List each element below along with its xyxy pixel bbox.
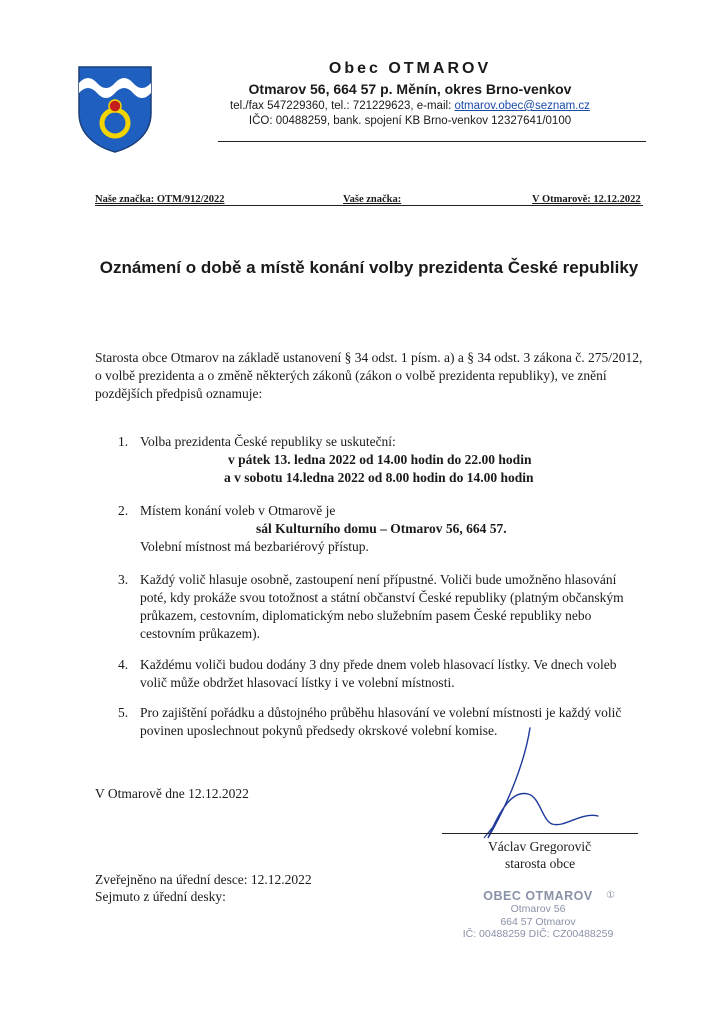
municipal-crest [77, 65, 153, 153]
item-5-number: 5. [118, 705, 129, 720]
item-1-text: Volba prezidenta České republiky se uskuteční: [140, 434, 396, 449]
signing-place-date: V Otmarově dne 12.12.2022 [95, 786, 249, 801]
organization-name: Obec OTMAROV [328, 60, 492, 77]
stamp-address: Otmarov 56 [510, 903, 566, 915]
item-2-text: Místem konání voleb v Otmarově je [140, 503, 336, 518]
your-reference: Vaše značka: [343, 194, 402, 205]
item-1-number: 1. [118, 434, 129, 449]
item-3-number: 3. [118, 572, 129, 587]
item-5-text: Pro zajištění pořádku a důstojného průběhu hlasování ve volební místnosti je každý volič povinen uposlechnout pokynů předsedy okrskové volební komise. [140, 705, 622, 738]
contact-line [220, 100, 600, 112]
stamp-city: 664 57 Otmarov [500, 915, 576, 928]
item-2-number: 2. [118, 503, 129, 518]
header-divider [218, 141, 646, 142]
stamp-ids: IČ: 00488259 DIČ: CZ00488259 [462, 928, 614, 940]
email-link[interactable]: otmarov.obec@seznam.cz [454, 100, 590, 112]
item-3-text: Každý volič hlasuje osobně, zastoupení není přípustné. Voliči bude umožněno hlasování poté, kdy prokáže svou totožnost a státní občanství České republiky (platným občanským průkazem, cestovním, diplomatickým nebo služebním pasem České republiky nebo cestovním průkazem). [140, 572, 624, 641]
document-title: Oznámení o době a místě konání volby prezidenta České republiky [99, 258, 639, 277]
stamp-number-mark: ① [606, 890, 615, 901]
ico-bank-line: IČO: 00488259, bank. spojení KB Brno-venkov 12327641/0100 [248, 115, 572, 127]
reference-underline [95, 205, 643, 206]
signer-role: starosta obce [505, 856, 576, 871]
intro-paragraph: Starosta obce Otmarov na základě ustanovení § 34 odst. 1 písm. a) a § 34 odst. 3 zákona č. 275/2012, o volbě prezidenta a o změně některých zákonů (zákon o volbě prezidenta republiky), ve znění pozdějších předpisů oznamuje: [95, 350, 643, 401]
official-stamp [448, 889, 628, 941]
our-reference: Naše značka: OTM/912/2022 [95, 194, 225, 205]
item-1-date-1: v pátek 13. ledna 2022 od 14.00 hodin do 22.00 hodin [228, 452, 532, 467]
handwritten-signature [470, 720, 620, 850]
item-4-text: Každému voliči budou dodány 3 dny přede dnem voleb hlasovací lístky. Ve dnech voleb volič může obdržet hlasovací lístky i ve volební místnosti. [140, 657, 617, 690]
item-2-venue: sál Kulturního domu – Otmarov 56, 664 57. [256, 521, 507, 536]
item-4-number: 4. [118, 657, 129, 672]
removed-date: Sejmuto z úřední desky: [95, 889, 226, 904]
item-1-date-2: a v sobotu 14.ledna 2022 od 8.00 hodin do 14.00 hodin [224, 470, 534, 485]
reference-date: V Otmarově: 12.12.2022 [532, 194, 641, 205]
stamp-name: OBEC OTMAROV [483, 889, 593, 903]
signature-line [442, 833, 638, 834]
signer-name: Václav Gregorovič [488, 839, 592, 854]
posted-date: Zveřejněno na úřední desce: 12.12.2022 [95, 872, 312, 887]
contact-phones: tel./fax 547229360, tel.: 721229623, e-mail: [230, 100, 455, 112]
organization-address: Otmarov 56, 664 57 p. Měnín, okres Brno-venkov [248, 81, 572, 97]
item-2-accessibility: Volební místnost má bezbariérový přístup. [140, 539, 369, 554]
